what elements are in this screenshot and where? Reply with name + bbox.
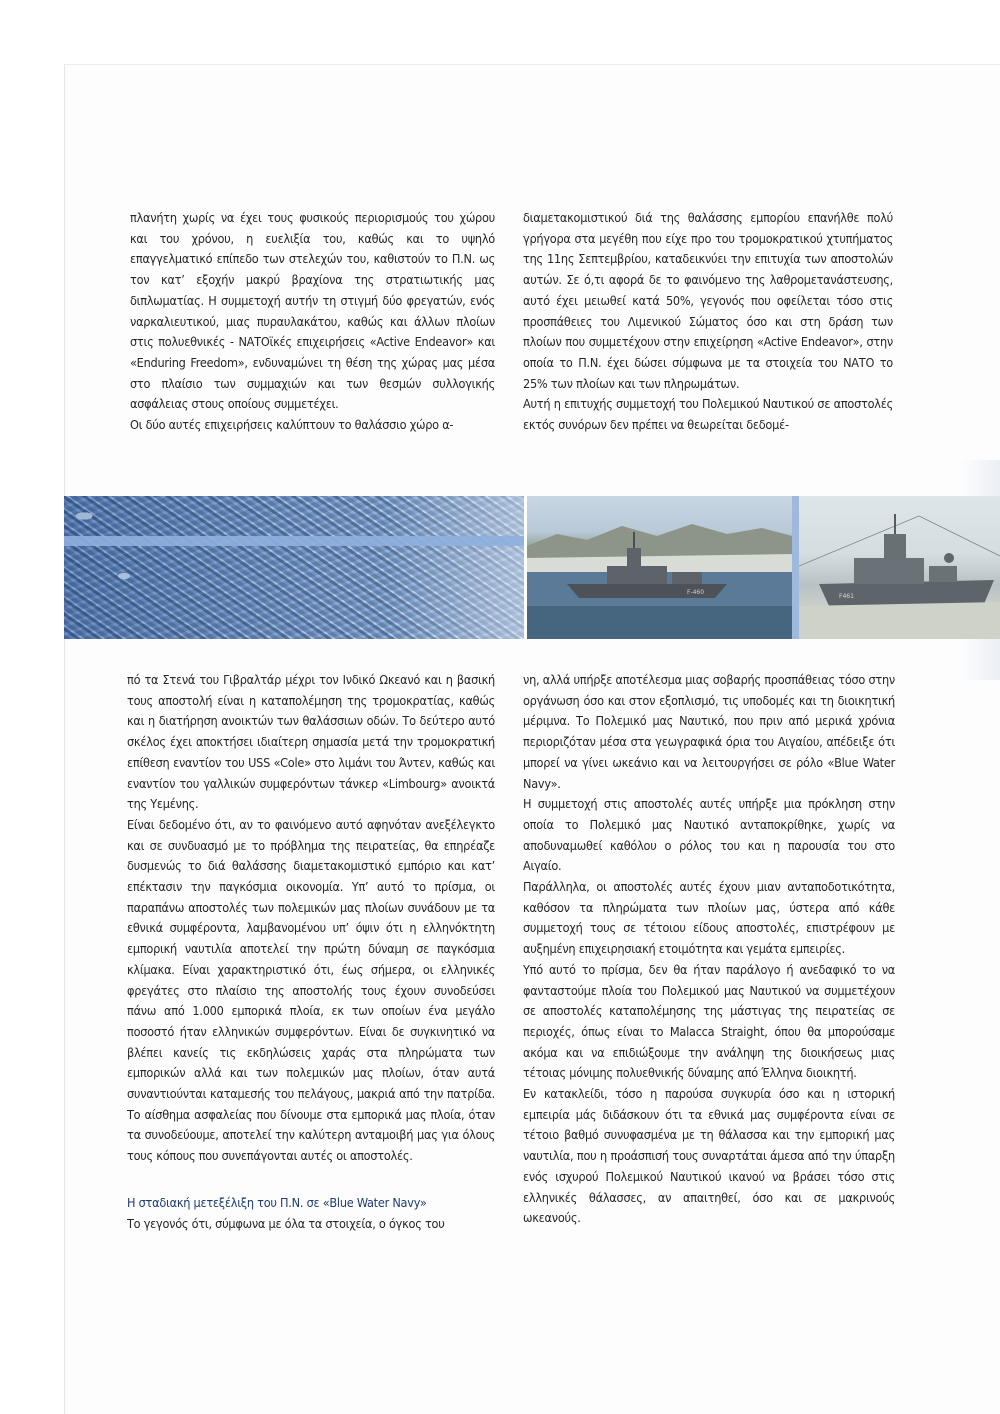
paragraph: Η συμμετοχή στις αποστολές αυτές υπήρξε μια πρόκληση στην οποία το Πολεμικό μας Ναυτικό ανταποκρίθηκε, χωρίς να αποδυναμωθεί καθόλου ο ρόλος του και η παρουσία του στο Αιγαίο. [523,796,895,874]
hull-number-2: F461 [839,593,854,600]
hull-number-1: F-460 [687,589,705,596]
column-bottom-left [127,670,495,1234]
paragraph: πό τα Στενά του Γιβραλτάρ μέχρι τον Ινδικό Ωκεανό και η βασική τους αποστολή είναι η καταπολέμηση της τρομοκρατίας, καθώς και η διατήρηση ανοικτών των θαλάσσιων οδών. Το δεύτερο αυτό σκέλος έχει αποκτήσει ιδιαίτερη σημασία μετά την τρομοκρατική επίθεση εναντίον του USS «Cole» στο λιμάνι του Άντεν, καθώς και εναντίον του γαλλικών συμφερόντων τάνκερ «Limbourg» ανοικτά της Υεμένης. [127,672,495,812]
paragraph: Το γεγονός ότι, σύμφωνα με όλα τα στοιχεία, ο όγκος του [127,1215,445,1231]
paragraph: Εν κατακλείδι, τόσο η παρούσα συγκυρία όσο και η ιστορική εμπειρία μάς διδάσκουν ότι τα εθνικά μας συμφέροντα είναι σε τέτοιο βαθμό συνυφασμένα με τη θάλασσα και την εμπορική μας ναυτιλία, που η προάσπισή τους συναρτάται άμεσα από την ύπαρξη ενός ισχυρού Πολεμικού Ναυτικού ικανού να βράσει τόσο στις ελληνικές θάλασσες, αν απαιτηθεί, όσο και σε μακρινούς ωκεανούς. [523,1086,895,1226]
section-heading: Η σταδιακή μετεξέλιξη του Π.Ν. σε «Blue Water Navy» [127,1194,427,1210]
photo-divider-bar [792,496,799,639]
paragraph: Αυτή η επιτυχής συμμετοχή του Πολεμικού Ναυτικού σε αποστολές εκτός συνόρων δεν πρέπει να θεωρείται δεδομέ- [523,396,893,433]
frigate-harbor-illustration [527,496,792,639]
column-top-right [523,208,893,436]
column-top-left [130,208,495,436]
frigate-dressed-illustration [799,496,1000,639]
paragraph: Οι δύο αυτές επιχειρήσεις καλύπτουν το θαλάσσιο χώρο α- [130,417,454,433]
paragraph: Παράλληλα, οι αποστολές αυτές έχουν μιαν ανταποδοτικότητα, καθόσον τα πληρώματα των πλοίων μας, ύστερα από κάθε συμμετοχή τους σε τέτοιου είδους αποστολές, επιστρέφουν με αυξημένη επιχειρησιακή ετοιμότητα και γεμάτα εμπειρίες. [523,879,895,957]
frigate-dressed-photo [799,496,1000,639]
paragraph: πλανήτη χωρίς να έχει τους φυσικούς περιορισμούς του χώρου και του χρόνου, η ευελιξία του, καθώς και το υψηλό επαγγελματικό επίπεδο των στελεχών του, καθιστούν το Π.Ν. ως τον κατ’ εξοχήν μακρύ βραχίονα της στρατιωτικής μας διπλωματίας. Η συμμετοχή αυτήν τη στιγμή δύο φρεγατών, ενός ναρκαλιευτικού, μιας πυραυλακάτου, καθώς και άλλων πλοίων στις πολυεθνικές - ΝΑΤΟϊκές επιχειρήσεις «Active Endeavor» και «Enduring Freedom», ενδυναμώνει τη θέση της χώρας μας μέσα στο πλαίσιο των συμμαχιών και των θεσμών συλλογικής ασφάλειας στους οποίους συμμετέχει. [130,210,495,412]
paragraph: νη, αλλά υπήρξε αποτέλεσμα μιας σοβαρής προσπάθειας τόσο στην οργάνωση όσο και στον εξοπλισμό, τις υποδομές και τη διοικητική μέριμνα. Το Πολεμικό μας Ναυτικό, που πριν από μερικά χρόνια περιοριζόταν μέσα στα γεωγραφικά όρια του Αιγαίου, απέδειξε ότι μπορεί να γίνει ωκεάνιο και να λειτουργήσει σε ρόλο «Blue Water Navy». [523,672,895,791]
column-bottom-right [523,670,895,1229]
paragraph: Είναι δεδομένο ότι, αν το φαινόμενο αυτό αφηνόταν ανεξέλεγκτο και σε συνδυασμό με το πρόβλημα της πειρατείας, θα επηρέαζε δυσμενώς το διά θαλάσσης διαμετακομιστικό εμπόριο και κατ’ επέκτασιν την παγκόσμια οικονομία. Υπ’ αυτό το πρίσμα, οι παραπάνω αποστολές των πολεμικών μας πλοίων συνάδουν με τα εθνικά συμφέροντα, λαμβανομένου υπ’ όψιν ότι η ελληνόκτητη εμπορική ναυτιλία αποτελεί την πρώτη δύναμη σε παγκόσμια κλίμακα. Είναι χαρακτηριστικό ότι, έως σήμερα, οι ελληνικές φρεγάτες στο πλαίσιο της αποστολής τους έχουν συνοδεύσει πάνω από 1.000 εμπορικά πλοία, εκ των οποίων ένα μεγάλο ποσοστό ήταν ελληνικών συμφερόντων. Είναι δε συγκινητικό να βλέπει κανείς τις εκδηλώσεις χαράς στα πληρώματα των εμπορικών αλλά και των πολεμικών μας πλοίων, όταν αυτά συναντιούνται καταμεσής του πελάγους, μακριά από την πατρίδα. Το αίσθημα ασφαλείας που δίνουμε στα εμπορικά μας πλοία, όταν τα συνοδεύουμε, αποτελεί την καλύτερη ανταμοιβή μας για όλους τους κόπους που συνεπάγονται αυτές οι αποστολές. [127,816,495,1164]
paragraph: Υπό αυτό το πρίσμα, δεν θα ήταν παράλογο ή ανεδαφικό το να φανταστούμε πλοία του Πολεμικού μας Ναυτικού να συμμετέχουν σε αποστολές καταπολέμησης της μάστιγας της πειρατείας σε περιοχές, όπως είναι το Malacca Straight, όπου θα μπορούσαμε ακόμα και να επιδιώξουμε την ανάληψη της διοικήσεως μιας τέτοιας μόνιμης πολυεθνικής δύναμης από Έλληνα διοικητή. [523,961,895,1081]
frigate-harbor-photo [527,496,792,639]
decorative-stripe [64,536,524,546]
paragraph: διαμετακομιστικού διά της θαλάσσης εμπορίου επανήλθε πολύ γρήγορα στα μεγέθη που είχε προ του τρομοκρατικού χτυπήματος της 11ης Σεπτεμβρίου, καταδεικνύει την επιτυχία των αποστολών αυτών. Σε ό,τι αφορά δε το φαινόμενο της λαθρομετανάστευσης, αυτό έχει μειωθεί κατά 50%, γεγονός που οφείλεται τόσο στις προσπάθειες του Λιμενικού Σώματος όσο και στη δράση των πλοίων που συμμετέχουν στην επιχείρηση «Active Endeavor», στην οποία το Π.Ν. έχει δώσει σύμφωνα με τα στοιχεία του ΝΑΤΟ το 25% των πλοίων και των πληρωμάτων. [523,210,893,391]
photo-band [64,496,1000,639]
camouflage-pattern-panel [64,496,524,639]
